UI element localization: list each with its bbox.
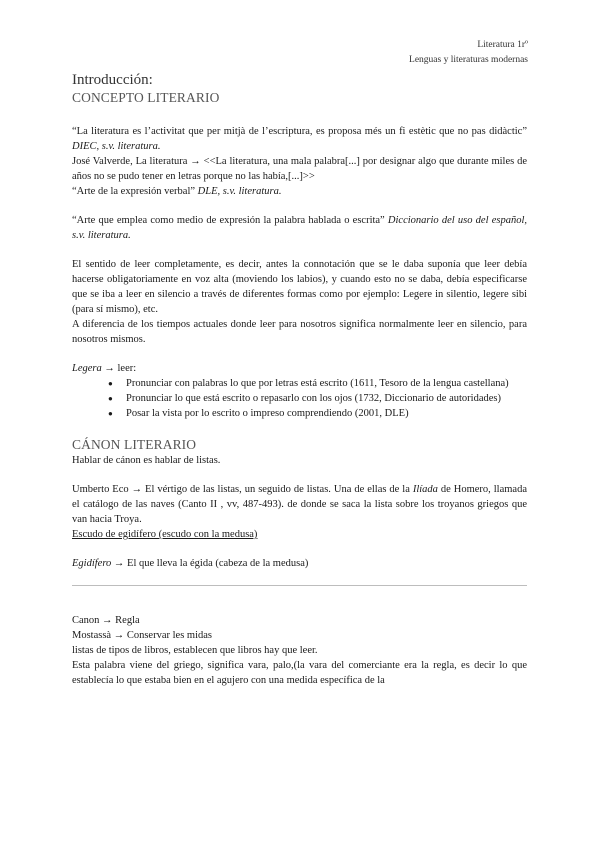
section-heading-canon: CÁNON LITERARIO xyxy=(72,437,197,452)
paragraph-leer: El sentido de leer completamente, es decir, antes la connotación que se le daba suponía que leer debía hacerse obligatoriamente en voz alta (moviendo los labios), y cuando esto no se daba, debía especificarse que se iba a leer en silencio a través de diferentes formas como por ejemplo: Legere in silentio, legere sibi (para sí mismo), etc. xyxy=(72,259,527,315)
document-body xyxy=(72,72,527,688)
canon-regla-line: Canon → Regla xyxy=(72,615,140,626)
header-degree: Lenguas y literaturas modernas xyxy=(409,55,528,65)
egidifero-line: Egidífero → El que lleva la égida (cabeza de la medusa) xyxy=(72,558,309,569)
quote-dle-source: DLE, s.v. literatura. xyxy=(197,186,282,197)
escudo-line: Escudo de egidífero (escudo con la medusa) xyxy=(72,529,258,540)
paragraph-eco: Umberto Eco → El vértigo de las listas, un seguido de listas. Una de ellas de la Ilíada de Homero, llamada el catálogo de las naves (Canto II , vv, 487-493). de donde se saca la lista sobre los troyanos griegos que van hacia Troya. xyxy=(72,484,527,525)
definition-list xyxy=(108,376,527,421)
quote-diccionario-uso: “Arte que emplea como medio de expresión la palabra hablada o escrita” Diccionario del uso del español, s.v. literatura. xyxy=(72,215,527,241)
egidifero-word: Egidífero xyxy=(72,558,112,569)
legera-word: Legera xyxy=(72,363,102,374)
section-heading-concepto: CONCEPTO LITERARIO xyxy=(72,90,220,105)
paragraph-diferencia: A diferencia de los tiempos actuales donde leer para nosotros significa normalmente leer en silencio, para nosotros mismos. xyxy=(72,319,527,345)
list-item: ● Pronunciar lo que está escrito o repasarlo con los ojos (1732, Diccionario de autoridades) xyxy=(108,391,527,406)
legera-line: Legera → leer: xyxy=(72,363,137,374)
quote-valverde: José Valverde, La literatura → <<La literatura, una mala palabra[...] por designar algo que durante miles de años no se pudo tener en letras porque no las había,[...]>> xyxy=(72,156,527,182)
list-item: ● Posar la vista por lo escrito o impreso comprendiendo (2001, DLE) xyxy=(108,406,527,421)
quote-dle: “Arte de la expresión verbal” DLE, s.v. literatura. xyxy=(72,186,282,197)
paragraph-griego: Esta palabra viene del griego, significa vara, palo,(la vara del comerciante era la regla, es decir lo que establecía lo que estaba bien en el agujero con una medida específica de la xyxy=(72,660,527,686)
quote-diccionario-uso-source: Diccionario del uso del español, s.v. literatura. xyxy=(72,215,527,241)
intro-heading: Introducción: xyxy=(72,72,153,88)
header-course: Literatura 1rº xyxy=(477,40,528,50)
quote-diec-source: DIEC, s.v. literatura. xyxy=(72,141,161,152)
page-header xyxy=(409,38,528,68)
mostassa-line: Mostassà → Conservar les midas xyxy=(72,630,212,641)
list-item: ● Pronunciar con palabras lo que por letras está escrito (1611, Tesoro de la lengua castellana) xyxy=(108,376,527,391)
listas-line: listas de tipos de libros, establecen que libros hay que leer. xyxy=(72,645,318,656)
iliada-title: Ilíada xyxy=(412,484,438,495)
quote-diec: “La literatura es l’activitat que per mitjà de l’escriptura, es proposa més un fi estètic que no pas didàctic” DIEC, s.v. literatura. xyxy=(72,126,527,152)
canon-intro: Hablar de cánon es hablar de listas. xyxy=(72,455,221,466)
